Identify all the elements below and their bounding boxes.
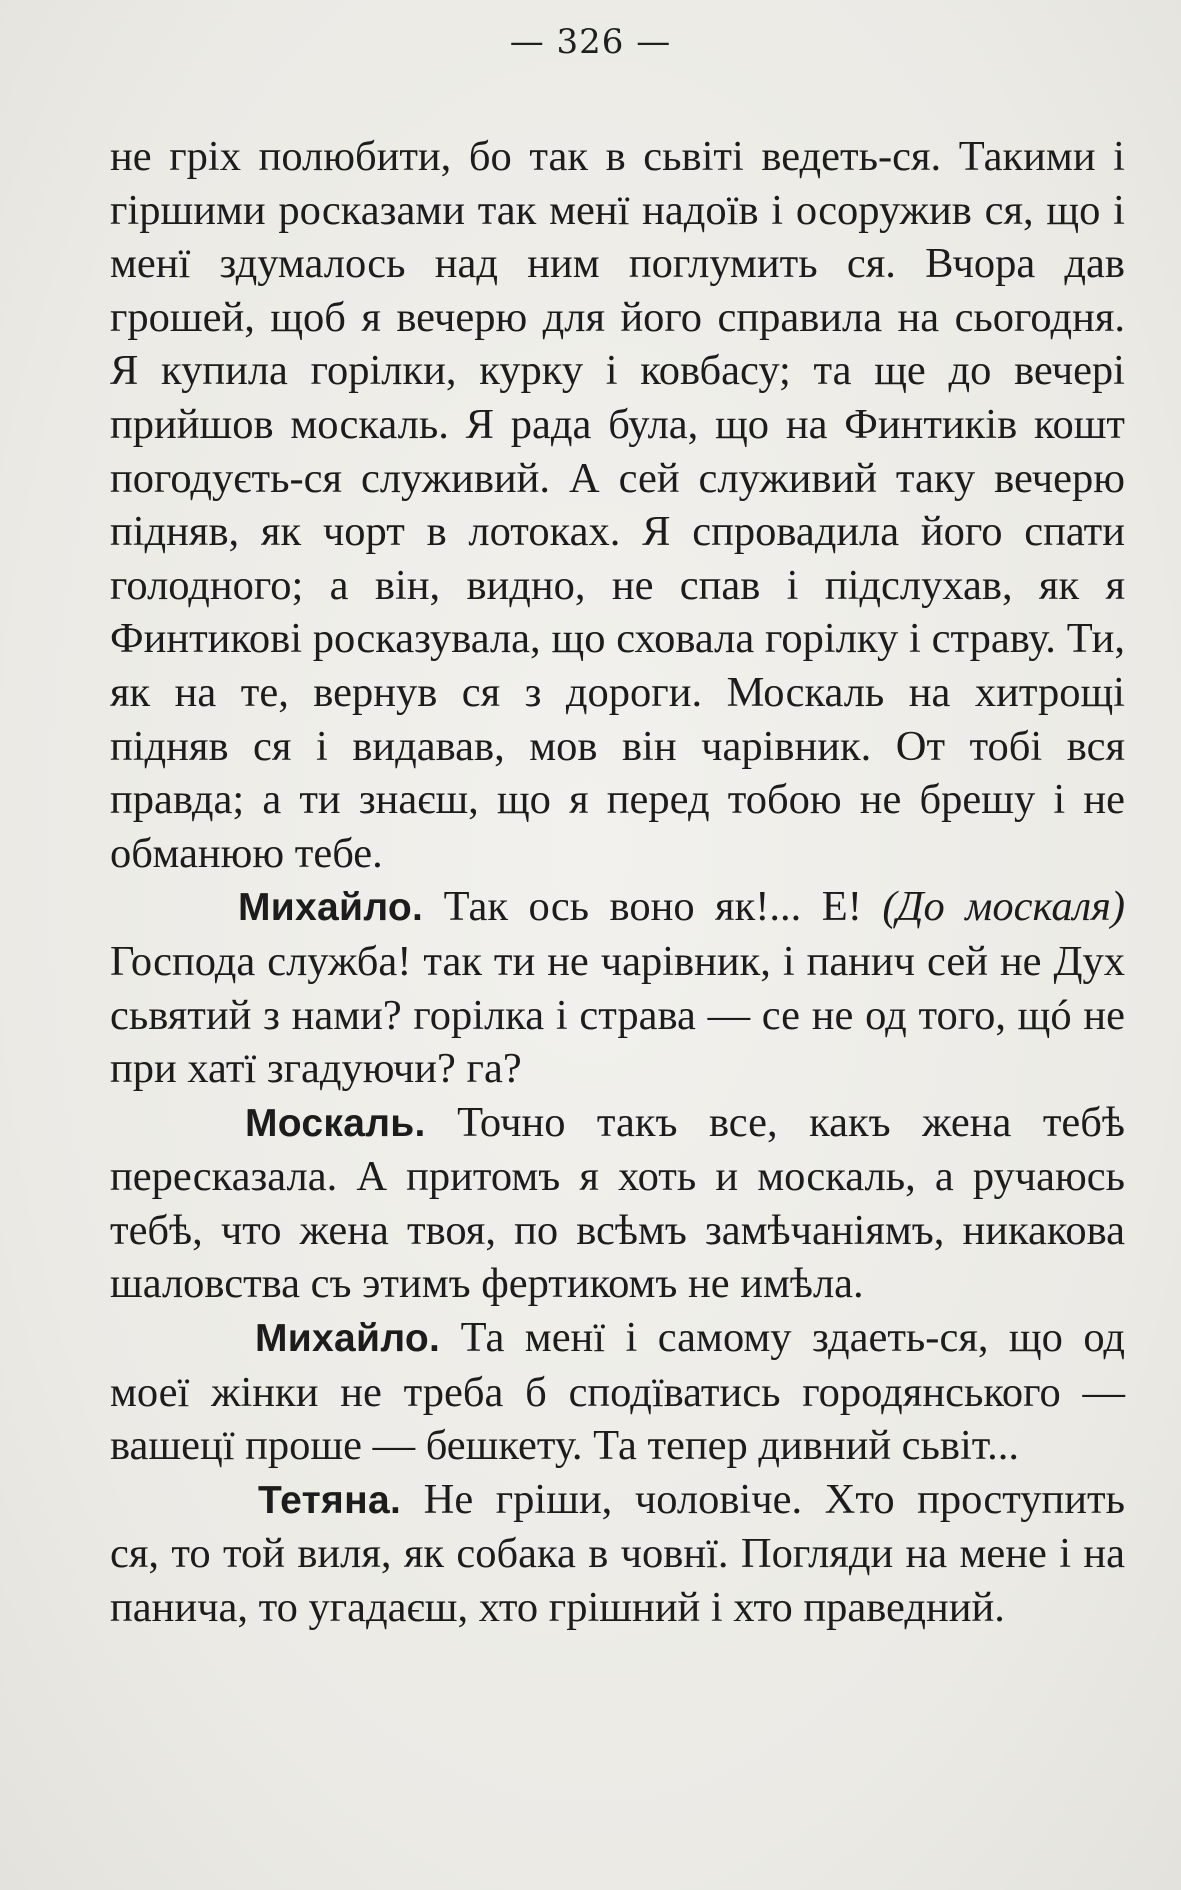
speech-text: Так ось воно як!... Е! <box>443 883 862 931</box>
speech-tetiana <box>110 1473 1125 1635</box>
speech-moskal <box>110 1096 1125 1311</box>
speech-text: Та менї і самому здаеть-ся, що од моеї жінки не треба б сподїватись городянського — вашецї проше — бешкету. Та тепер дивний сьвіт... <box>110 1314 1125 1470</box>
paragraph-text: не гріх полюбити, бо так в сьвіті ведеть-ся. Такими і гіршими росказами так менї надоїв і осоружив ся, що і менї здумалось над ним поглумить ся. Вчора дав грошей, щоб я вечерю для його справила на сьогодня. Я купила горілки, курку і ковбасу; та ще до вечері прийшов москаль. Я рада була, що на Финтиків кошт погодуєть-ся служивий. А сей служивий таку вечерю підняв, як чорт в лотоках. Я спровадила його спати голодного; а він, видно, не спав і підслухав, як я Финтикові росказувала, що сховала горілку і страву. Ти, як на те, вернув ся з дороги. Москаль на хитрощі підняв ся і видавав, мов він чарівник. От тобі вся правда; а ти знаєш, що я перед тобою не брешу і не обманюю тебе. <box>110 133 1125 877</box>
body-text <box>110 130 1125 1635</box>
speech-text: Господа служба! так ти не чарівник, і панич сей не Дух сьвятий з нами? горілка і страва — се не од того, щó не при хатї згадуючи? га? <box>110 937 1125 1093</box>
speaker-name: Михайло. <box>238 886 424 930</box>
speech-text: Не гріши, чоловіче. Хто проступить ся, то той виля, як собака в човнї. Погляди на мене і на панича, то угадаєш, хто грішний і хто праведний. <box>110 1475 1125 1632</box>
stage-direction: (До москаля) <box>882 883 1126 931</box>
speaker-name: Москаль. <box>245 1101 426 1145</box>
page-number: — 326 — <box>509 22 672 62</box>
speech-text: Точно такъ все, какъ жена тебѣ пересказала. А притомъ я хоть и москаль, а ручаюсь тебѣ, что жена твоя, по всѣмъ замѣчаніямъ, никакова шаловства съ этимъ фертикомъ не имѣла. <box>110 1098 1125 1308</box>
speaker-name: Тетяна. <box>258 1478 402 1522</box>
speaker-name: Михайло. <box>255 1317 441 1361</box>
speech-mykhailo-1 <box>110 880 1125 1095</box>
speech-mykhailo-2 <box>110 1311 1125 1473</box>
paragraph-continuation <box>110 130 1125 880</box>
